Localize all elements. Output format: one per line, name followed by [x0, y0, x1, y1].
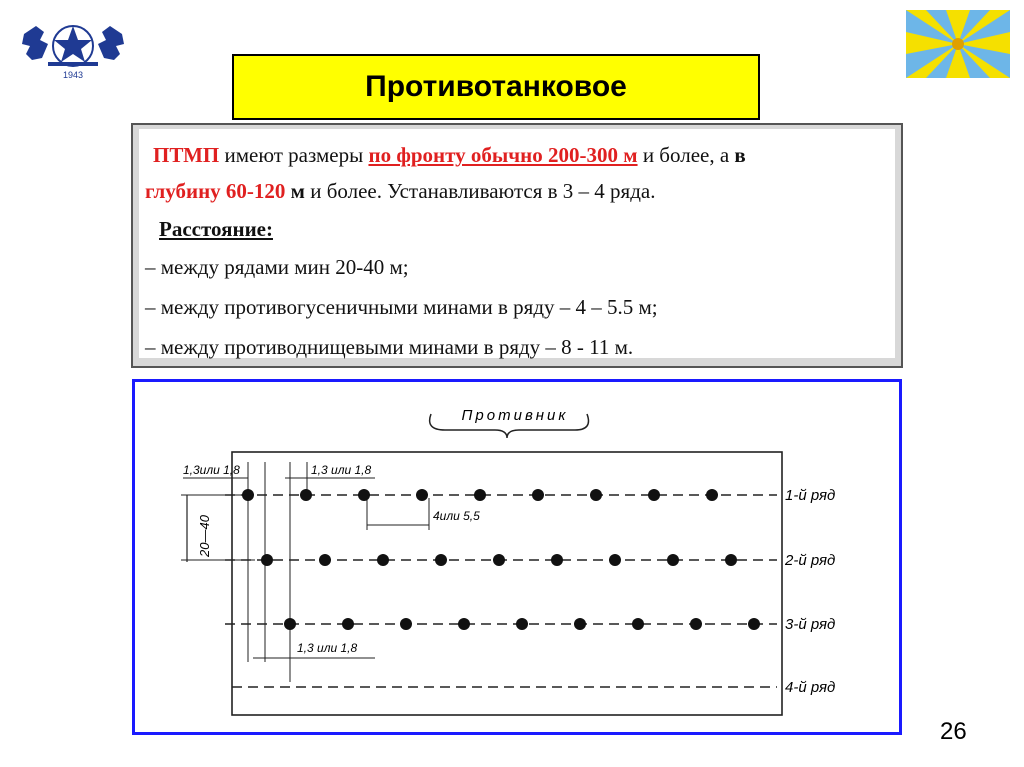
- mine-marker: [377, 554, 389, 566]
- mine-marker: [342, 618, 354, 630]
- enemy-label: Противник: [461, 407, 569, 424]
- mine-marker: [609, 554, 621, 566]
- dim-top-left: 1,3или 1,8: [183, 463, 240, 477]
- dim-spacing: 4или 5,5: [433, 509, 480, 523]
- mine-marker: [400, 618, 412, 630]
- front-size: по фронту обычно 200-300 м: [368, 143, 638, 167]
- text-fragment: и более. Устанавливаются в 3 – 4 ряда.: [304, 179, 656, 203]
- minefield-svg: [135, 382, 899, 732]
- mine-marker: [458, 618, 470, 630]
- mine-marker: [551, 554, 563, 566]
- text-fragment: и более, а: [637, 143, 735, 167]
- mine-marker: [706, 489, 718, 501]
- paragraph-line-2: [145, 179, 655, 204]
- mine-marker: [574, 618, 586, 630]
- mine-marker: [648, 489, 660, 501]
- mine-marker: [532, 489, 544, 501]
- mine-marker: [300, 489, 312, 501]
- mine-marker: [690, 618, 702, 630]
- logo-year: 1943: [62, 70, 84, 80]
- mine-marker: [590, 489, 602, 501]
- mine-marker: [725, 554, 737, 566]
- list-item: – между противоднищевыми минами в ряду – 8 - 11 м.: [145, 335, 634, 359]
- mine-marker: [319, 554, 331, 566]
- mine-marker: [474, 489, 486, 501]
- mine-marker: [667, 554, 679, 566]
- university-logo: [18, 14, 128, 84]
- page-number: 26: [940, 718, 967, 745]
- row-distance-label: 20—40: [197, 515, 212, 557]
- text-content: [139, 129, 895, 358]
- dim-bottom: 1,3 или 1,8: [297, 641, 358, 655]
- text-fragment: имеют размеры: [219, 143, 369, 167]
- mine-marker: [493, 554, 505, 566]
- minefield-diagram: [132, 379, 902, 735]
- mine-marker: [632, 618, 644, 630]
- mine-rows: [225, 487, 835, 696]
- mine-marker: [261, 554, 273, 566]
- mine-marker: [748, 618, 760, 630]
- mine-marker: [358, 489, 370, 501]
- distance-heading: Расстояние:: [159, 217, 273, 241]
- term-ptmp: ПТМП: [153, 143, 220, 167]
- text-fragment: в: [734, 143, 746, 167]
- mine-marker: [416, 489, 428, 501]
- row-label: 1-й ряд: [785, 487, 836, 504]
- text-fragment: м: [285, 179, 305, 203]
- mine-marker: [516, 618, 528, 630]
- mine-marker: [435, 554, 447, 566]
- dim-top-right: 1,3 или 1,8: [311, 463, 372, 477]
- list-item: – между противогусеничными минами в ряду – 4 – 5.5 м;: [145, 295, 658, 319]
- page-title: Противотанковое: [365, 70, 627, 103]
- field-boundary: [232, 452, 782, 715]
- text-panel: [131, 123, 903, 368]
- mine-marker: [284, 618, 296, 630]
- depth-size: глубину 60-120: [145, 179, 286, 203]
- title-banner: [232, 54, 760, 120]
- row-label: 3-й ряд: [785, 616, 836, 633]
- row-label: 4-й ряд: [785, 679, 836, 696]
- mine-marker: [242, 489, 254, 501]
- paragraph-line-1: [153, 143, 746, 168]
- row-label: 2-й ряд: [785, 552, 836, 569]
- list-item: – между рядами мин 20-40 м;: [145, 255, 409, 279]
- air-force-flag-icon: [906, 10, 1010, 78]
